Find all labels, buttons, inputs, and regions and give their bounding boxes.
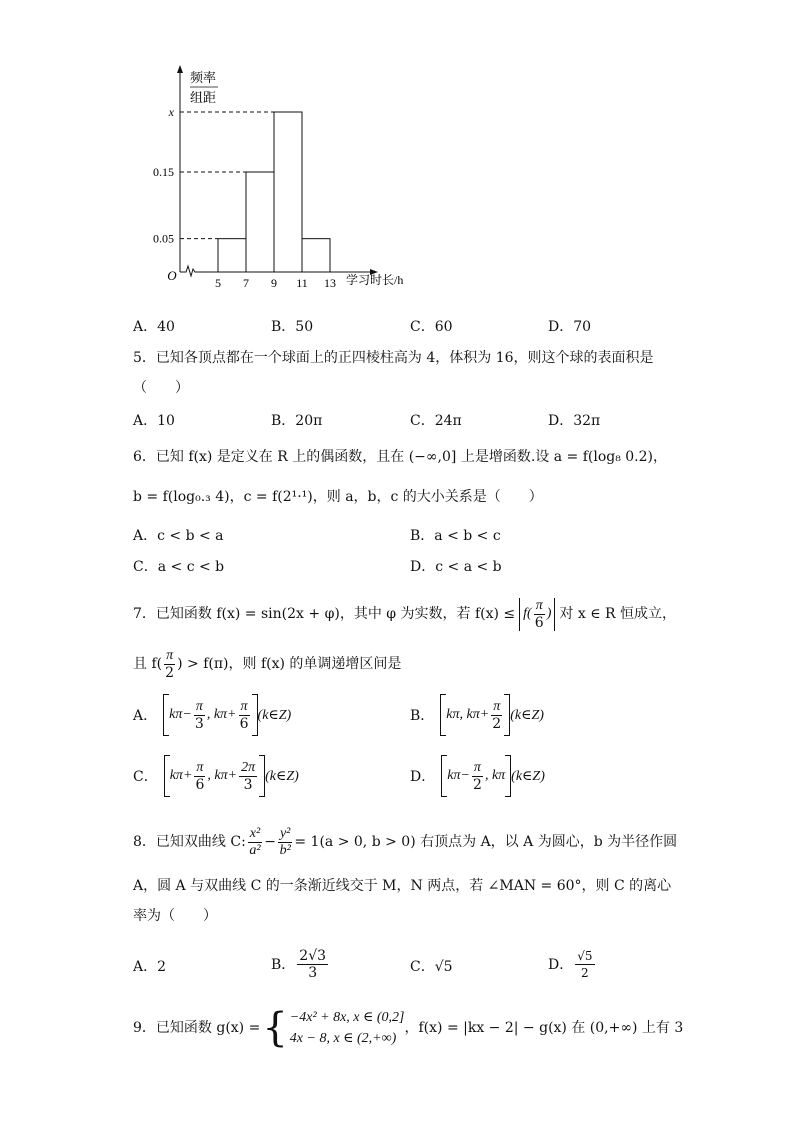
histogram-bar: [274, 112, 302, 272]
y-tick-label: 0.05: [153, 231, 174, 246]
q7-line2: [133, 644, 401, 684]
q8-option-b[interactable]: B． $\frac{2√3}{3}$: [271, 947, 327, 981]
q8-frac-x: $\frac{\text{x²}}{\text{a²}}$: [249, 825, 261, 858]
q7-pre: 7．已知函数 f(x) = sin(2x + φ)，其中 φ 为实数，若 f(x) ≤: [133, 606, 516, 622]
q8-frac-y: $\frac{\text{y²}}{\text{b²}}$: [279, 825, 291, 858]
q6-option-d[interactable]: D．c < a < b: [410, 559, 502, 575]
histogram-bar: [302, 239, 330, 272]
q4-option-a[interactable]: A．40: [133, 319, 175, 335]
origin-label: O: [167, 268, 177, 283]
q7-post: 对 x ∈ R 恒成立，: [559, 606, 677, 622]
q8-option-d[interactable]: D． $\frac{√5}{2}$: [548, 948, 593, 980]
q8-post: = 1(a > 0, b > 0) 右顶点为 A，以 A 为圆心，b 为半径作圆: [294, 834, 678, 850]
q6-line1: 6．已知 f(x) 是定义在 R 上的偶函数，且在 (−∞,0] 上是增函数.设 a = f(log₈ 0.2)，: [133, 449, 668, 465]
q5-text: 5．已知各顶点都在一个球面上的正四棱柱高为 4，体积为 16，则这个球的表面积是: [133, 350, 654, 366]
x-tick-label: 13: [324, 276, 336, 290]
q9-line1: [133, 1004, 683, 1052]
q4-option-b[interactable]: B．50: [271, 319, 314, 335]
y-tick-label: 0.15: [153, 165, 174, 179]
q6-option-a[interactable]: A．c < b < a: [133, 528, 224, 544]
y-axis-arrow: [177, 65, 183, 73]
q6-line2: b = f(log₀.₃ 4)，c = f(2¹·¹)，则 a，b，c 的大小关系是（ ）: [133, 489, 543, 505]
x-tick-label: 7: [243, 276, 249, 290]
q5-option-a[interactable]: A．10: [133, 413, 175, 429]
q7-option-b[interactable]: B． kπ, kπ+ $\frac{\pi}{2}$ (k∈Z): [410, 694, 544, 736]
ylabel-bottom: 组距: [190, 90, 217, 105]
q7-option-a[interactable]: A． kπ− $\frac{\pi}{3}$ , kπ+ $\frac{\pi}{6}$ (k∈Z): [133, 694, 291, 736]
q9-post: ，f(x) = |kx − 2| − g(x) 在 (0,+∞) 上有 3: [404, 1020, 684, 1036]
q7-frac-pi6: $\frac{\pi}{6}$: [534, 597, 544, 631]
q5-paren: （ ）: [133, 380, 189, 396]
x-tick-label: 11: [296, 276, 308, 290]
q7-line1: [133, 594, 676, 634]
q7-line2-post: ) > f(π)，则 f(x) 的单调递增区间是: [177, 656, 402, 672]
x-axis: [180, 266, 372, 276]
q7-abs-inner: f(: [523, 606, 532, 621]
q9-cases: −4x² + 8x, x ∈ (0,2] 4x − 8, x ∈ (2,+∞): [289, 1010, 405, 1046]
q7-line2-pre: 且 f(: [133, 656, 163, 672]
q5-option-c[interactable]: C．24π: [410, 413, 462, 429]
q8-line1: 8．已知双曲线 C: $\frac{\text{x²}}{\text{a²}}$ − $\frac{\text{y²}}{\text{b²}}$ = 1(a > 0, b > 0) 右顶点为 A，以 A 为圆心，b 为半径作圆: [133, 825, 678, 858]
q7-option-c[interactable]: C． kπ+ $\frac{\pi}{6}$ , kπ+ $\frac{2\pi}{3}$ (k∈Z): [133, 755, 299, 797]
x-axis-label: 学习时长/h: [346, 273, 404, 287]
q4-option-d[interactable]: D．70: [548, 319, 592, 335]
q8-pre: 8．已知双曲线 C:: [133, 834, 246, 850]
histogram-chart: [150, 62, 430, 294]
q6-option-b[interactable]: B．a < b < c: [410, 528, 501, 544]
histogram-bar: [218, 239, 246, 272]
q7-abs: f( $\frac{\pi}{6}$ ): [519, 598, 555, 631]
q8-option-a[interactable]: A．2: [133, 959, 167, 975]
x-tick-label: 9: [271, 276, 277, 290]
q4-option-c[interactable]: C．60: [410, 319, 453, 335]
q8-line3: 率为（ ）: [133, 908, 217, 924]
x-tick-label: 5: [215, 276, 221, 290]
q6-option-c[interactable]: C．a < c < b: [133, 559, 225, 575]
q8-option-c[interactable]: C．√5: [410, 959, 453, 975]
ylabel-top: 频率: [190, 70, 217, 85]
q5-option-b[interactable]: B．20π: [271, 413, 323, 429]
histogram-bar: [246, 172, 274, 272]
q5-option-d[interactable]: D．32π: [548, 413, 601, 429]
q7-frac-pi2: $\frac{\pi}{2}$: [165, 647, 175, 681]
q7-option-d[interactable]: D． kπ− $\frac{\pi}{2}$ , kπ (k∈Z): [410, 755, 545, 797]
q9-brace: {: [262, 1005, 288, 1051]
q8-line2: A，圆 A 与双曲线 C 的一条渐近线交于 M，N 两点，若 ∠MAN = 60°，则 C 的离心: [133, 878, 672, 894]
y-tick-label: x: [168, 105, 174, 119]
q9-pre: 9．已知函数 g(x) =: [133, 1020, 261, 1036]
